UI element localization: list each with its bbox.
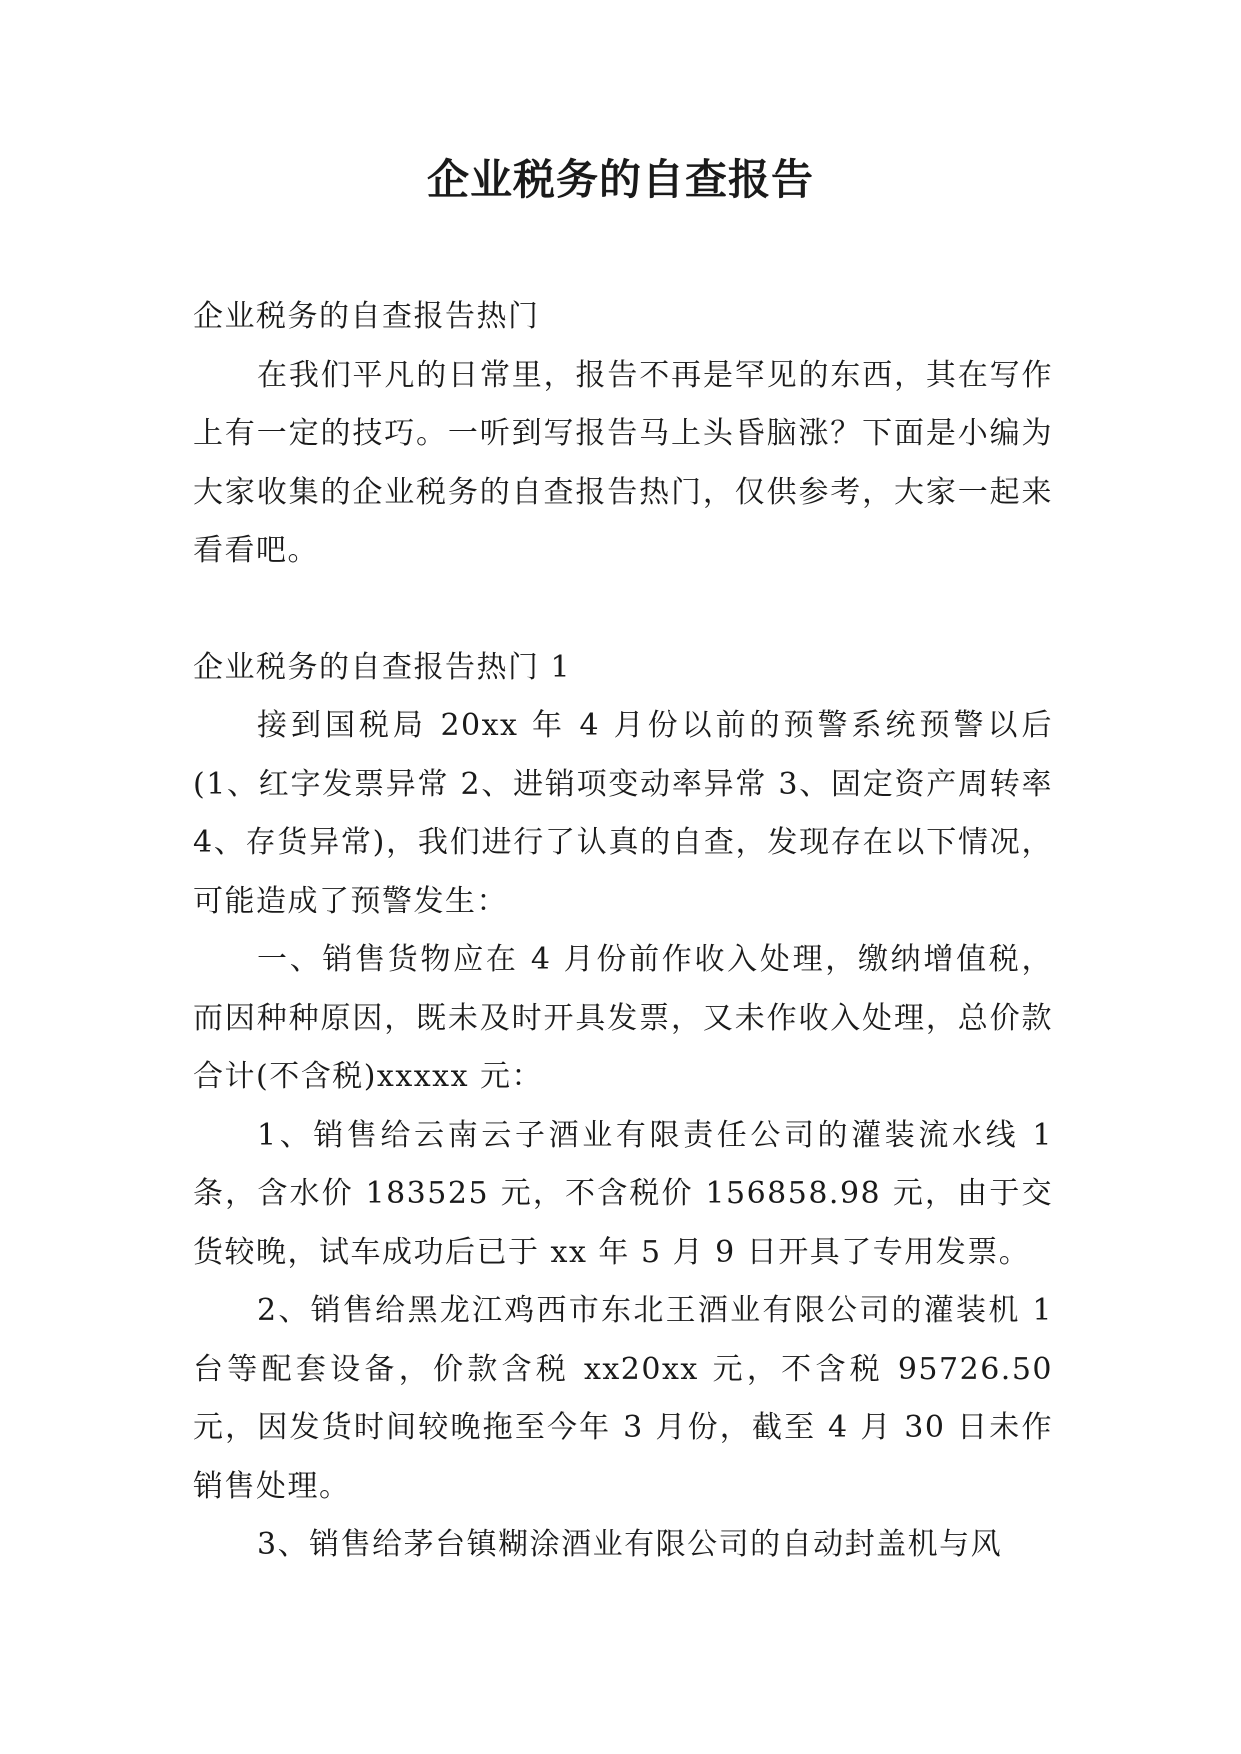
document-body	[193, 288, 1053, 1575]
section-heading: 企业税务的自查报告热门 1	[193, 649, 572, 685]
body-paragraph: 1、销售给云南云子酒业有限责任公司的灌装流水线 1 条，含水价 183525 元，不含税价 156858.98 元，由于交货较晚，试车成功后已于 xx 年 5 月 9 日开具了专用发票。	[193, 1117, 1053, 1270]
body-paragraph: 一、销售货物应在 4 月份前作收入处理，缴纳增值税，而因种种原因，既未及时开具发票，又未作收入处理，总价款合计(不含税)xxxxx 元：	[193, 942, 1053, 1094]
document-title: 企业税务的自查报告	[426, 155, 814, 204]
section-heading: 企业税务的自查报告热门	[193, 299, 540, 334]
body-paragraph: 3、销售给茅台镇糊涂酒业有限公司的自动封盖机与风	[257, 1527, 1003, 1562]
body-paragraph: 接到国税局 20xx 年 4 月份以前的预警系统预警以后(1、红字发票异常 2、进销项变动率异常 3、固定资产周转率 4、存货异常)，我们进行了认真的自查，发现存在以下情况，可能造成了预警发生：	[193, 708, 1053, 919]
body-paragraph: 2、销售给黑龙江鸡西市东北王酒业有限公司的灌装机 1 台等配套设备，价款含税 xx20xx 元，不含税 95726.50 元，因发货时间较晚拖至今年 3 月份，截至 4 月 30 日未作销售处理。	[193, 1293, 1053, 1504]
intro-paragraph: 在我们平凡的日常里，报告不再是罕见的东西，其在写作上有一定的技巧。一听到写报告马上头昏脑涨？下面是小编为大家收集的企业税务的自查报告热门，仅供参考，大家一起来看看吧。	[193, 357, 1053, 568]
